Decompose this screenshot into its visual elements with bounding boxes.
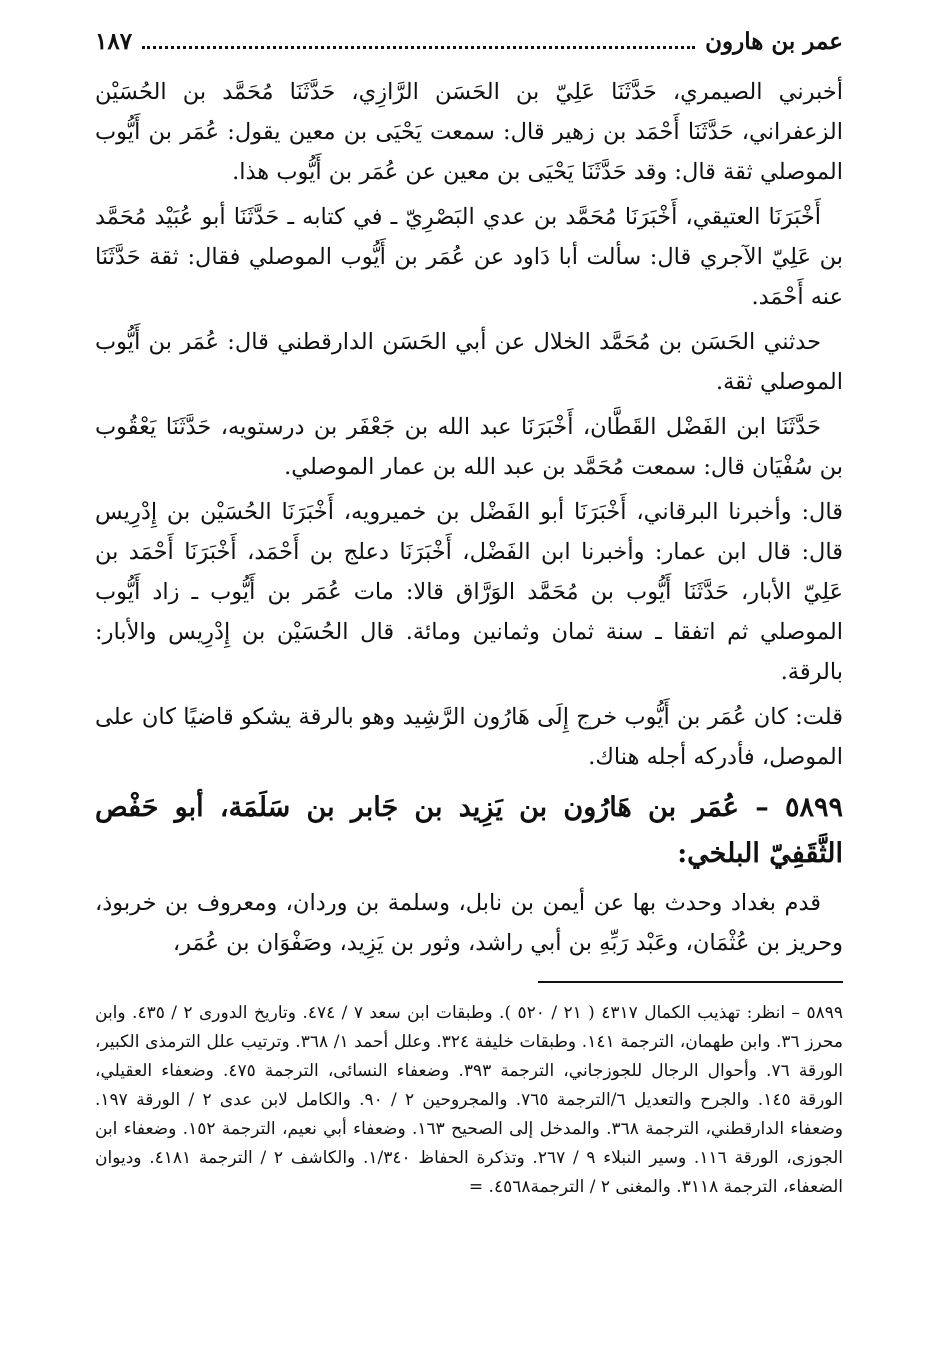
footnote-separator [538, 981, 843, 983]
book-page [95, 28, 843, 1348]
main-text [95, 72, 843, 963]
paragraph: قلت: كان عُمَر بن أَيُّوب خرج إِلَى هَارُون الرَّشِيد وهو بالرقة يشكو قاضيًا كان على الموصل، فأدركه أجله هناك. [95, 704, 843, 770]
paragraph: أَخْبَرَنَا العتيقي، أَخْبَرَنَا مُحَمَّد بن عدي البَصْرِيّ ـ في كتابه ـ حَدَّثَنَا أبو عُبَيْد مُحَمَّد بن عَلِيّ الآجري قال: سألت أبا دَاود عن عُمَر بن أَيُّوب الموصلي فقال: ثقة حَدَّثَنَا عنه أَحْمَد. [95, 204, 843, 310]
paragraph: حَدَّثَنَا ابن الفَضْل القَطَّان، أَخْبَرَنَا عبد الله بن جَعْفَر بن درستويه، حَدَّثَنَا يَعْقُوب بن سُفْيَان قال: سمعت مُحَمَّد بن عبد الله بن عمار الموصلي. [95, 414, 843, 480]
running-head-title: عمر بن هارون [705, 28, 843, 55]
paragraph: قال: وأخبرنا البرقاني، أَخْبَرَنَا أبو الفَضْل بن خميرويه، أَخْبَرَنَا الحُسَيْن بن إِدْرِيس قال: قال ابن عمار: وأخبرنا ابن الفَضْل، أَخْبَرَنَا دعلج بن أَحْمَد، أَخْبَرَنَا أَحْمَد بن عَلِيّ الأبار، حَدَّثَنَا أَيُّوب بن مُحَمَّد الوَرَّاق قالا: مات عُمَر بن أَيُّوب ـ زاد أَيُّوب الموصلي ثم اتفقا ـ سنة ثمان وثمانين ومائة. قال الحُسَيْن بن إِدْرِيس والأبار: بالرقة. [95, 499, 843, 685]
footnote [95, 999, 843, 1202]
paragraph: أخبرني الصيمري، حَدَّثَنَا عَلِيّ بن الحَسَن الرَّازِي، حَدَّثَنَا مُحَمَّد بن الحُسَيْن الزعفراني، حَدَّثَنَا أَحْمَد بن زهير قال: سمعت يَحْيَى بن معين يقول: عُمَر بن أَيُّوب الموصلي ثقة قال: وقد حَدَّثَنَا يَحْيَى بن معين عن عُمَر بن أَيُّوب هذا. [95, 79, 843, 185]
leader-dots [142, 32, 695, 49]
entry-heading: ٥٨٩٩ – عُمَر بن هَارُون بن يَزِيد بن جَابر بن سَلَمَة، أبو حَفْص الثَّقَفِيّ البلخي: [95, 792, 843, 869]
paragraph: حدثني الحَسَن بن مُحَمَّد الخلال عن أبي الحَسَن الدارقطني قال: عُمَر بن أَيُّوب الموصلي ثقة. [95, 329, 843, 395]
page-number: ١٨٧ [95, 28, 133, 55]
entry-paragraph: قدم بغداد وحدث بها عن أيمن بن نابل، وسلمة بن وردان، ومعروف بن خربوذ، وحريز بن عُثْمَان، وعَبْد رَبِّهِ بن أبي راشد، وثور بن يَزِيد، وصَفْوَان بن عُمَر، [95, 890, 843, 956]
footnote-text: ٥٨٩٩ – انظر: تهذيب الكمال ٤٣١٧ ( ٢١ / ٥٢٠ ). وطبقات ابن سعد ٧ / ٤٧٤. وتاريخ الدورى ٢ / ٤٣٥. وابن محرز ٣٦. وابن طهمان، الترجمة ١٤١. وطبقات خليفة ٣٢٤. وعلل أحمد ١/ ٣٦٨. وترتيب علل الترمذى الكبير، الورقة ٧٦. وأحوال الرجال للجوزجاني، الترجمة ٣٩٣. وضعفاء النسائى، الترجمة ٤٧٥. وضعفاء العقيلي، الورقة ١٤٥. والجرح والتعديل ٦/الترجمة ٧٦٥. والمجروحين ٢ / ٩٠. والكامل لابن عدى ٢ / الورقة ١٩٧. وضعفاء الدارقطني، الترجمة ٣٦٨. والمدخل إلى الصحيح ١٦٣. وضعفاء أبي نعيم، الترجمة ١٥٢. وضعفاء ابن الجوزى، الورقة ١١٦. وسير النبلاء ٩ / ٢٦٧. وتذكرة الحفاظ ١/٣٤٠. والكاشف ٢ / الترجمة ٤١٨١. وديوان الضعفاء، الترجمة ٣١١٨. والمغنى ٢ / الترجمة٤٥٦٨. = [95, 1003, 843, 1197]
running-head [95, 28, 843, 72]
